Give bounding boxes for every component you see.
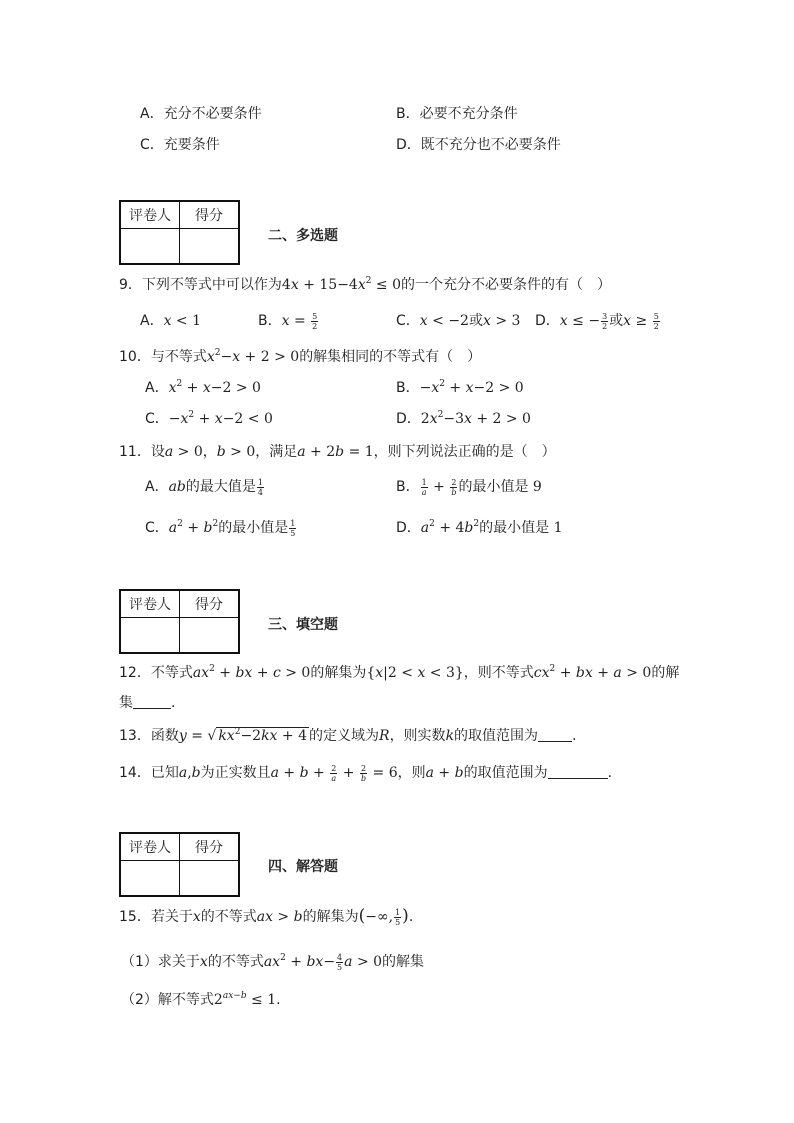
question-12-stem: 12．不等式$ax^2$ + bx + c > 0的解集为{x|2 < x < 3}，则不等式$cx^2$ + bx + a > 0的解 (119, 664, 680, 681)
score-table-grader-cell (120, 618, 180, 654)
score-table-score-cell (180, 861, 240, 897)
question-11-stem: 11．设a > 0，b > 0，满足a + 2b = 1，则下列说法正确的是（ ） (119, 444, 556, 460)
question-9-stem: 9．下列不等式中可以作为$4x + 15-4x^2 \le 0$的一个充分不必要条件的有（ ） (119, 276, 612, 293)
score-table-grader-cell (120, 229, 180, 265)
question-9-option-d: D．x ≤ − $\frac{3}{2}$ 或x ≥ $\frac{5}{2}$ (535, 311, 659, 331)
score-table (119, 832, 240, 897)
score-table-grader-header: 评卷人 (120, 201, 180, 229)
question-13-stem: 13．函数y = √ $kx^2-2kx + 4$ 的定义域为R，则实数k的取值范围为 . (119, 727, 577, 744)
question-15-stem: 15．若关于x的不等式ax > b的解集为(−∞, $\frac{1}{5}$ ). (119, 906, 414, 927)
score-table-score-cell (180, 229, 240, 265)
score-table-grader-cell (120, 861, 180, 897)
question-10-option-a: A．$x^2 + x-2 > 0$ (145, 379, 261, 396)
score-table-score-header: 得分 (180, 590, 240, 618)
question-9-option-b: B．x = $\frac{5}{2}$ (258, 311, 318, 331)
score-table-grader-header: 评卷人 (120, 833, 180, 861)
question-15-part-2: （2）解不等式$2^{ax-b} \le 1$. (121, 991, 281, 1008)
question-10-option-b: B．$-x^2 + x-2 > 0$ (396, 379, 524, 396)
question-11-option-a: A．ab的最大值是 $\frac{1}{4}$ (145, 477, 263, 497)
question-10-option-d: D．$2x^2-3x + 2 > 0$ (396, 410, 531, 427)
section-title-multiple-choice: 二、多选题 (268, 228, 338, 244)
question-11-option-d: D．$a^2 + 4b^2$的最小值是 1 (396, 519, 563, 536)
answer-blank[interactable] (133, 694, 171, 709)
score-table (119, 200, 240, 265)
section-title-fill-in: 三、填空题 (268, 617, 338, 633)
q8-option-c: C．充要条件 (140, 137, 220, 153)
score-table-score-cell (180, 618, 240, 654)
score-table-grader-header: 评卷人 (120, 590, 180, 618)
answer-blank[interactable] (548, 764, 608, 779)
q8-option-b: B．必要不充分条件 (396, 106, 518, 122)
question-9-option-c: C．x < −2或x > 3 (396, 313, 521, 329)
question-10-option-c: C．$-x^2 + x-2 < 0$ (145, 410, 273, 427)
score-table-score-header: 得分 (180, 833, 240, 861)
score-table (119, 589, 240, 654)
question-10-stem: 10．与不等式$x^2-x + 2 > 0$的解集相同的不等式有（ ） (119, 348, 482, 365)
question-12-continuation: 集 . (119, 695, 176, 711)
question-11-option-b: B． $\frac{1}{a}$ + $\frac{2}{b}$ 的最小值是 9 (396, 477, 542, 497)
q8-option-d: D．既不充分也不必要条件 (396, 137, 561, 153)
question-14-stem: 14．已知a,b为正实数且a + b + $\frac{2}{a}$ + $\frac{2}{b}$ = 6，则a + b的取值范围为 . (119, 763, 613, 783)
section-title-answer: 四、解答题 (268, 859, 338, 875)
score-table-score-header: 得分 (180, 201, 240, 229)
question-11-option-c: C．$a^2 + b^2$的最小值是 $\frac{1}{5}$ (145, 518, 296, 538)
answer-blank[interactable] (538, 727, 572, 742)
q8-option-a: A．充分不必要条件 (140, 106, 262, 122)
question-15-part-1: （1）求关于x的不等式$ax^2 + bx-$ $\frac{4}{5}$ a > 0的解集 (121, 952, 425, 972)
question-9-option-a: A．x < 1 (140, 313, 202, 329)
